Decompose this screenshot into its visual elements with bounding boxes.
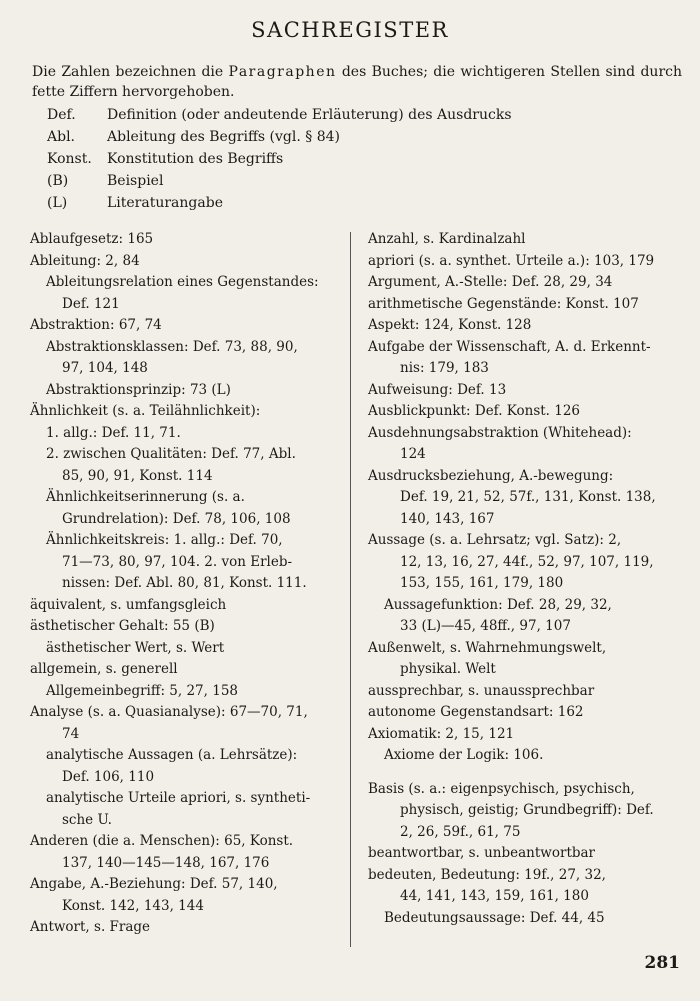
index-entry — [368, 779, 680, 844]
index-entry-line: äquivalent, s. umfangsgleich — [30, 596, 227, 613]
index-entry-line: Ähnlichkeit (s. a. Teilähnlichkeit): — [30, 403, 261, 419]
page-number: 281 — [644, 953, 680, 973]
index-entry — [30, 444, 348, 487]
index-entry-continuation: Def. 19, 21, 52, 57f., 131, Konst. 138, — [400, 489, 656, 505]
index-entry — [30, 638, 348, 660]
index-entry-line: Ableitungsrelation eines Gegenstandes: — [46, 274, 319, 290]
index-entry — [30, 487, 348, 530]
index-entry-continuation: 2, 26, 59f., 61, 75 — [400, 823, 521, 840]
index-entry — [368, 294, 680, 316]
abbreviation-meaning: Konstitution des Begriffs — [107, 151, 284, 167]
abbreviation-row — [47, 170, 512, 192]
index-entry — [368, 745, 680, 767]
abbreviation-row — [47, 148, 512, 170]
index-entry-line: Abstraktionsklassen: Def. 73, 88, 90, — [46, 338, 298, 355]
intro-paragraph — [32, 62, 682, 102]
index-entry-line: apriori (s. a. synthet. Urteile a.): 103, 179 — [368, 252, 655, 269]
abbreviation-meaning: Literaturangabe — [107, 195, 223, 211]
index-entry-continuation: 97, 104, 148 — [62, 360, 148, 376]
index-entry — [30, 616, 348, 638]
index-entry-line: analytische Aussagen (a. Lehrsätze): — [46, 747, 298, 763]
index-entry — [368, 337, 680, 380]
intro-text-b: Paragraphen — [228, 64, 337, 80]
index-entry-continuation: physikal. Welt — [400, 661, 496, 677]
index-entry-line: autonome Gegenstandsart: 162 — [368, 704, 584, 720]
abbreviation-key: Konst. — [47, 151, 92, 167]
index-entry — [30, 401, 348, 423]
index-column-left — [30, 229, 348, 939]
index-entry-continuation: sche U. — [62, 811, 112, 828]
index-entry-continuation: 33 (L)—45, 48ff., 97, 107 — [400, 618, 571, 634]
index-entry — [368, 724, 680, 746]
index-entry — [368, 865, 680, 908]
index-entry — [30, 423, 348, 445]
index-entry — [368, 843, 680, 865]
index-entry-line: Angabe, A.-Beziehung: Def. 57, 140, — [30, 876, 278, 892]
index-entry-continuation: Grundrelation): Def. 78, 106, 108 — [62, 510, 291, 527]
index-entry-continuation: 124 — [400, 446, 426, 462]
abbreviation-list — [47, 104, 512, 214]
index-column-right — [368, 229, 680, 929]
index-entry — [30, 337, 348, 380]
index-entry-line: beantwortbar, s. unbeantwortbar — [368, 845, 596, 861]
index-entry-line: Abstraktionsprinzip: 73 (L) — [46, 381, 231, 398]
index-entry — [30, 530, 348, 595]
index-entry-continuation: Konst. 142, 143, 144 — [62, 897, 204, 914]
abbreviation-meaning: Ableitung des Begriffs (vgl. § 84) — [107, 129, 340, 145]
abbreviation-row — [47, 104, 512, 126]
index-entry — [368, 423, 680, 466]
index-entry — [368, 229, 680, 251]
abbreviation-meaning: Definition (oder andeutende Erläuterung) des Ausdrucks — [107, 107, 512, 123]
intro-text-c: des Buches; die wichtigeren Stellen sind durch fette Ziffern hervorgehoben. — [32, 64, 683, 100]
abbreviation-key: Def. — [47, 107, 76, 123]
index-entry-line: ästhetischer Gehalt: 55 (B) — [30, 618, 215, 634]
intro-text-a: Die Zahlen bezeichnen die — [32, 64, 229, 80]
index-entry-line: bedeuten, Bedeutung: 19f., 27, 32, — [368, 866, 606, 883]
index-entry-line: 1. allg.: Def. 11, 71. — [46, 424, 181, 441]
index-entry-line: Aussagefunktion: Def. 28, 29, 32, — [384, 596, 612, 613]
index-entry-line: analytische Urteile apriori, s. syntheti- — [46, 790, 311, 806]
index-entry-line: allgemein, s. generell — [30, 661, 178, 677]
index-entry-line: 2. zwischen Qualitäten: Def. 77, Abl. — [46, 446, 296, 462]
index-entry-line: Axiomatik: 2, 15, 121 — [368, 725, 515, 742]
index-entry — [368, 315, 680, 337]
index-entry — [30, 788, 348, 831]
index-entry-continuation: 137, 140—145—148, 167, 176 — [62, 854, 270, 871]
index-entry-line: Ableitung: 2, 84 — [30, 252, 140, 269]
column-divider — [350, 232, 351, 947]
index-entry — [30, 251, 348, 273]
index-entry-line: Aussage (s. a. Lehrsatz; vgl. Satz): 2, — [368, 532, 622, 548]
index-entry — [368, 681, 680, 703]
index-entry-continuation: physisch, geistig; Grundbegriff): Def. — [400, 802, 654, 818]
index-entry — [30, 315, 348, 337]
index-entry — [368, 530, 680, 595]
index-entry — [30, 874, 348, 917]
index-entry-continuation: 44, 141, 143, 159, 161, 180 — [400, 888, 589, 904]
index-entry-line: Außenwelt, s. Wahrnehmungswelt, — [368, 639, 607, 656]
index-entry — [368, 466, 680, 531]
index-entry-continuation: nis: 179, 183 — [400, 360, 489, 376]
index-entry — [30, 380, 348, 402]
index-entry-line: Anzahl, s. Kardinalzahl — [368, 231, 526, 247]
index-entry-line: ästhetischer Wert, s. Wert — [46, 639, 225, 656]
index-entry — [30, 595, 348, 617]
index-entry-continuation: 85, 90, 91, Konst. 114 — [62, 467, 213, 484]
index-entry — [30, 702, 348, 745]
index-entry-line: Aufweisung: Def. 13 — [368, 381, 507, 398]
index-entry-line: Aufgabe der Wissenschaft, A. d. Erkennt- — [368, 338, 651, 355]
index-entry-line: Ausdrucksbeziehung, A.-bewegung: — [368, 467, 614, 484]
index-entry-line: Ähnlichkeitskreis: 1. allg.: Def. 70, — [46, 532, 283, 548]
index-entry — [30, 229, 348, 251]
index-entry-line: Antwort, s. Frage — [30, 919, 151, 935]
index-entry-continuation: 74 — [62, 725, 80, 742]
index-entry — [368, 908, 680, 930]
index-entry-line: Ablaufgesetz: 165 — [30, 231, 154, 247]
index-entry-line: Allgemeinbegriff: 5, 27, 158 — [46, 682, 238, 699]
index-entry — [30, 917, 348, 939]
index-entry-line: Ähnlichkeitserinnerung (s. a. — [46, 489, 245, 505]
abbreviation-row — [47, 126, 512, 148]
index-entry-continuation: 140, 143, 167 — [400, 510, 495, 527]
index-entry — [30, 681, 348, 703]
index-entry-line: Argument, A.-Stelle: Def. 28, 29, 34 — [368, 274, 613, 290]
index-entry-line: Basis (s. a.: eigenpsychisch, psychisch, — [368, 780, 635, 797]
index-entry-line: arithmetische Gegenstände: Konst. 107 — [368, 295, 639, 312]
index-entry-line: Ausblickpunkt: Def. Konst. 126 — [368, 403, 581, 419]
index-entry-line: Axiome der Logik: 106. — [384, 747, 544, 763]
abbreviation-row — [47, 192, 512, 214]
index-entry — [368, 702, 680, 724]
index-entry-line: Abstraktion: 67, 74 — [30, 317, 162, 333]
index-entry — [368, 380, 680, 402]
index-entry-line: Bedeutungsaussage: Def. 44, 45 — [384, 909, 605, 926]
index-entry-line: Anderen (die a. Menschen): 65, Konst. — [30, 833, 294, 849]
abbreviation-meaning: Beispiel — [107, 173, 164, 189]
index-entry-line: aussprechbar, s. unaussprechbar — [368, 682, 595, 699]
index-entry-line: Ausdehnungsabstraktion (Whitehead): — [368, 424, 632, 441]
page-title: SACHREGISTER — [251, 18, 449, 42]
index-entry — [30, 831, 348, 874]
index-entry-line: Aspekt: 124, Konst. 128 — [368, 317, 532, 333]
index-entry-continuation: Def. 106, 110 — [62, 768, 155, 785]
index-entry-continuation: Def. 121 — [62, 295, 120, 312]
index-entry — [368, 272, 680, 294]
abbreviation-key: Abl. — [47, 129, 75, 145]
index-entry-line: Analyse (s. a. Quasianalyse): 67—70, 71, — [30, 704, 308, 720]
index-entry — [368, 401, 680, 423]
index-entry — [30, 659, 348, 681]
abbreviation-key: (B) — [47, 173, 69, 189]
index-entry-continuation: 12, 13, 16, 27, 44f., 52, 97, 107, 119, — [400, 553, 654, 570]
index-entry — [368, 251, 680, 273]
index-entry — [30, 272, 348, 315]
index-entry — [368, 638, 680, 681]
index-entry-continuation: 153, 155, 161, 179, 180 — [400, 575, 564, 591]
index-entry — [30, 745, 348, 788]
index-entry — [368, 595, 680, 638]
abbreviation-key: (L) — [47, 195, 68, 211]
index-entry-continuation: 71—73, 80, 97, 104. 2. von Erleb- — [62, 553, 293, 570]
index-entry-continuation: nissen: Def. Abl. 80, 81, Konst. 111. — [62, 575, 307, 591]
